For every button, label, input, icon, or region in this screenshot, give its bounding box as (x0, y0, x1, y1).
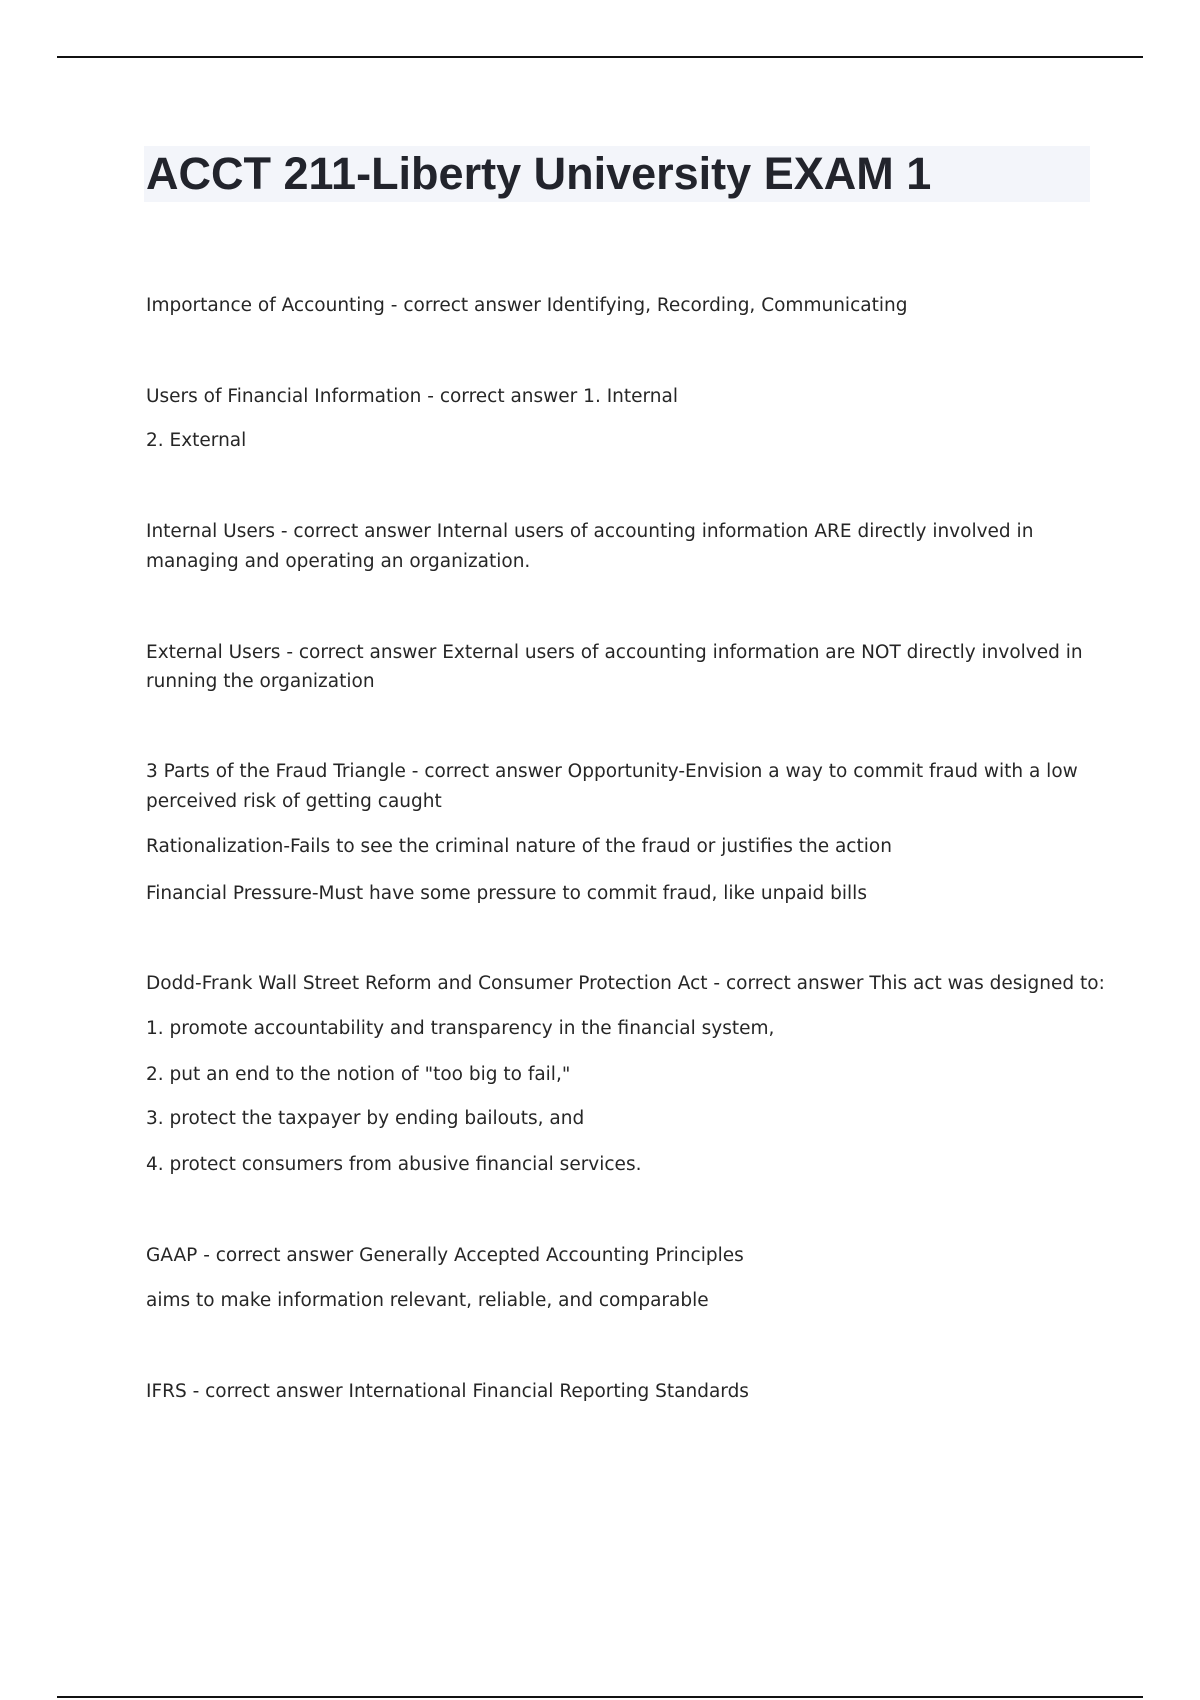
entry-dodd-frank-item-1: 1. promote accountability and transparency in the financial system, (146, 1018, 775, 1039)
entry-fraud-triangle-line-2: perceived risk of getting caught (146, 791, 442, 812)
entry-fraud-triangle: 3 Parts of the Fraud Triangle - correct answer Opportunity-Envision a way to commit fraud with a low (146, 761, 1078, 782)
entry-external-users-line-2: running the organization (146, 671, 375, 692)
bottom-rule (57, 1696, 1143, 1698)
entry-dodd-frank-item-3: 3. protect the taxpayer by ending bailouts, and (146, 1108, 585, 1129)
entry-dodd-frank-item-2: 2. put an end to the notion of "too big to fail," (146, 1064, 571, 1085)
entry-importance-of-accounting: Importance of Accounting - correct answer Identifying, Recording, Communicating (146, 295, 908, 316)
entry-fraud-rationalization: Rationalization-Fails to see the criminal nature of the fraud or justifies the action (146, 836, 892, 857)
entry-ifrs: IFRS - correct answer International Financial Reporting Standards (146, 1381, 749, 1402)
page-title: ACCT 211-Liberty University EXAM 1 (146, 148, 932, 199)
entry-internal-users-line-2: managing and operating an organization. (146, 551, 531, 572)
entry-users-line-2: 2. External (146, 430, 247, 451)
entry-gaap: GAAP - correct answer Generally Accepted Accounting Principles (146, 1245, 744, 1266)
top-rule (57, 56, 1143, 58)
entry-fraud-financial-pressure: Financial Pressure-Must have some pressure to commit fraud, like unpaid bills (146, 883, 867, 904)
entry-users-of-financial-information: Users of Financial Information - correct answer 1. Internal (146, 386, 679, 407)
entry-gaap-line-2: aims to make information relevant, reliable, and comparable (146, 1290, 709, 1311)
entry-dodd-frank-item-4: 4. protect consumers from abusive financial services. (146, 1154, 642, 1175)
entry-external-users: External Users - correct answer External users of accounting information are NOT directly involved in (146, 642, 1083, 663)
entry-internal-users: Internal Users - correct answer Internal users of accounting information ARE directly involved in (146, 521, 1034, 542)
entry-dodd-frank: Dodd-Frank Wall Street Reform and Consumer Protection Act - correct answer This act was designed to: (146, 973, 1105, 994)
